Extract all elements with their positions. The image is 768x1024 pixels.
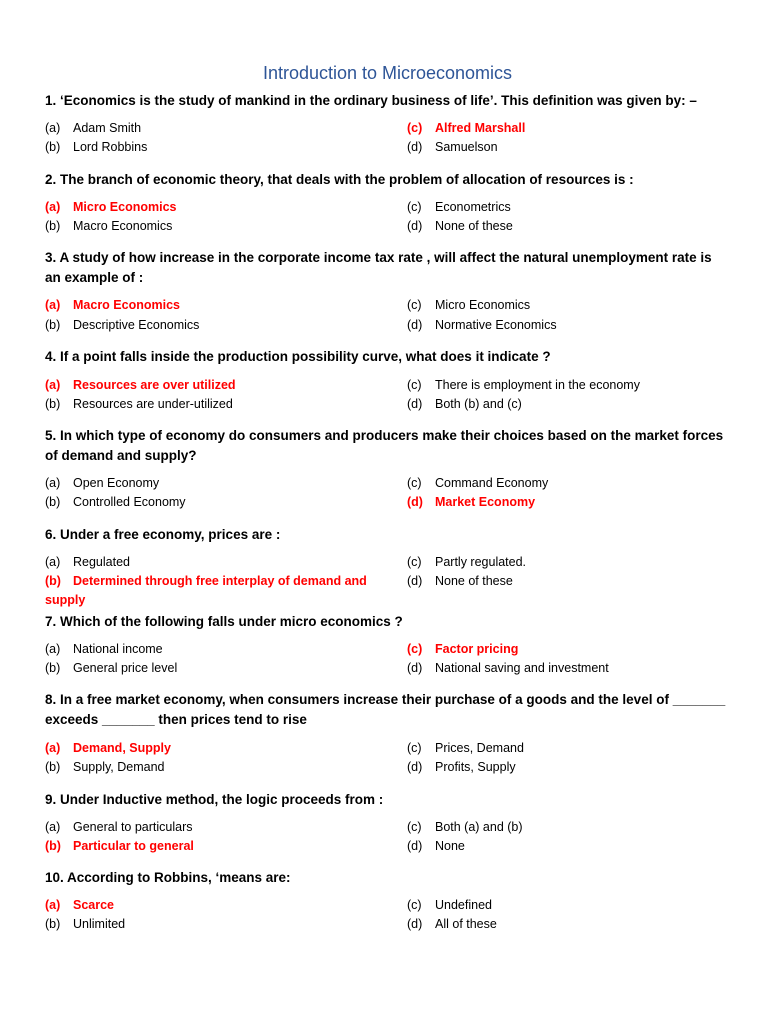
- option-text: Particular to general: [73, 839, 194, 853]
- option-text: Adam Smith: [73, 121, 142, 135]
- question-10: 10. According to Robbins, ‘means are:: [45, 870, 291, 885]
- option-key: (d): [407, 219, 423, 233]
- option-key: (b): [45, 839, 61, 853]
- option-key: (d): [407, 839, 423, 853]
- question-10-option-a: [45, 896, 114, 915]
- page-title: Introduction to Microeconomics: [262, 63, 513, 83]
- option-text: Samuelson: [435, 140, 498, 154]
- question-10-option-d: [407, 915, 497, 934]
- option-key: (b): [45, 397, 61, 411]
- option-text: Prices, Demand: [435, 741, 524, 755]
- option-text: Resources are under-utilized: [73, 397, 233, 411]
- question-5-option-a: [45, 474, 159, 493]
- option-text: National saving and investment: [435, 661, 609, 675]
- option-text: Resources are over utilized: [73, 378, 236, 392]
- option-text: Descriptive Economics: [73, 318, 200, 332]
- option-text: There is employment in the economy: [435, 378, 640, 392]
- option-key: (a): [45, 298, 61, 312]
- question-9: 9. Under Inductive method, the logic proceeds from :: [45, 792, 384, 807]
- question-4-option-b: [45, 395, 233, 414]
- question-3-option-d: [407, 316, 557, 335]
- option-key: (d): [407, 760, 423, 774]
- option-text: National income: [73, 642, 163, 656]
- question-4-option-a: [45, 376, 236, 395]
- option-key: (c): [407, 476, 422, 490]
- question-10-option-b: [45, 915, 125, 934]
- question-1: 1. ‘Economics is the study of mankind in the ordinary business of life’. This definition was given by: –: [45, 93, 697, 108]
- option-text: Open Economy: [73, 476, 160, 490]
- question-1-option-b: [45, 138, 147, 157]
- option-text: Determined through free interplay of demand and supply: [45, 574, 367, 607]
- question-8-option-d: [407, 758, 516, 777]
- question-2-option-c: [407, 198, 511, 217]
- option-key: (d): [407, 917, 423, 931]
- option-key: (d): [407, 574, 423, 588]
- option-text: Profits, Supply: [435, 760, 516, 774]
- question-8-option-b: [45, 758, 165, 777]
- question-7-option-a: [45, 640, 163, 659]
- question-7-option-d: [407, 659, 609, 678]
- option-key: (b): [45, 661, 61, 675]
- question-7-option-b: [45, 659, 177, 678]
- option-key: (d): [407, 318, 423, 332]
- option-key: (b): [45, 574, 61, 588]
- option-text: None: [435, 839, 465, 853]
- option-text: Both (a) and (b): [435, 820, 523, 834]
- question-9-option-a: [45, 818, 193, 837]
- option-key: (c): [407, 898, 422, 912]
- option-text: Macro Economics: [73, 219, 173, 233]
- option-text: None of these: [435, 219, 513, 233]
- question-8: 8. In a free market economy, when consumers increase their purchase of a goods and the level of _______ exceeds _______ then prices tend to rise: [45, 692, 726, 727]
- question-2-option-a: [45, 198, 177, 217]
- option-key: (c): [407, 555, 422, 569]
- option-key: (b): [45, 219, 61, 233]
- option-key: (a): [45, 378, 61, 392]
- question-9-option-d: [407, 837, 465, 856]
- option-text: General price level: [73, 661, 178, 675]
- option-text: Scarce: [73, 898, 115, 912]
- option-text: All of these: [435, 917, 497, 931]
- option-key: (a): [45, 642, 61, 656]
- option-key: (c): [407, 642, 423, 656]
- option-text: Both (b) and (c): [435, 397, 522, 411]
- question-1-option-c: [407, 119, 525, 138]
- option-key: (b): [45, 760, 61, 774]
- question-4-option-c: [407, 376, 640, 395]
- option-text: Macro Economics: [73, 298, 180, 312]
- question-2-option-b: [45, 217, 172, 236]
- question-3-option-b: [45, 316, 199, 335]
- option-text: Unlimited: [73, 917, 126, 931]
- option-key: (d): [407, 495, 423, 509]
- option-key: (a): [45, 898, 61, 912]
- option-text: Normative Economics: [435, 318, 557, 332]
- question-5-option-c: [407, 474, 548, 493]
- option-key: (b): [45, 318, 61, 332]
- option-text: Undefined: [435, 898, 492, 912]
- option-text: Regulated: [73, 555, 130, 569]
- option-text: Controlled Economy: [73, 495, 186, 509]
- option-text: None of these: [435, 574, 513, 588]
- question-6-option-d: [407, 572, 513, 591]
- question-7: 7. Which of the following falls under micro economics ?: [45, 614, 403, 629]
- option-key: (d): [407, 397, 423, 411]
- question-8-option-c: [407, 739, 524, 758]
- question-5-option-d: [407, 493, 535, 512]
- option-text: Market Economy: [435, 495, 536, 509]
- option-text: Lord Robbins: [73, 140, 148, 154]
- option-key: (b): [45, 917, 61, 931]
- option-text: Micro Economics: [73, 200, 177, 214]
- question-6-option-b: [45, 572, 375, 610]
- question-5: 5. In which type of economy do consumers and producers make their choices based on the market forces of demand and supply?: [45, 428, 724, 463]
- question-3-option-c: [407, 296, 530, 315]
- question-6-option-c: [407, 553, 526, 572]
- question-6-option-a: [45, 553, 130, 572]
- option-text: Econometrics: [435, 200, 511, 214]
- option-text: Supply, Demand: [73, 760, 165, 774]
- option-key: (d): [407, 661, 423, 675]
- option-key: (a): [45, 820, 61, 834]
- option-key: (c): [407, 200, 422, 214]
- question-3-option-a: [45, 296, 180, 315]
- question-2-option-d: [407, 217, 513, 236]
- question-4-option-d: [407, 395, 522, 414]
- option-text: Command Economy: [435, 476, 549, 490]
- question-5-option-b: [45, 493, 186, 512]
- option-key: (a): [45, 121, 61, 135]
- option-text: Micro Economics: [435, 298, 531, 312]
- option-key: (a): [45, 476, 61, 490]
- question-9-option-c: [407, 818, 523, 837]
- option-key: (b): [45, 495, 61, 509]
- option-key: (c): [407, 378, 422, 392]
- question-4: 4. If a point falls inside the production possibility curve, what does it indicate ?: [45, 349, 551, 364]
- option-key: (a): [45, 200, 61, 214]
- question-1-option-a: [45, 119, 141, 138]
- option-key: (a): [45, 741, 61, 755]
- option-key: (c): [407, 298, 422, 312]
- option-key: (c): [407, 820, 422, 834]
- option-text: General to particulars: [73, 820, 193, 834]
- question-6: 6. Under a free economy, prices are :: [45, 527, 281, 542]
- question-8-option-a: [45, 739, 171, 758]
- question-1-option-d: [407, 138, 498, 157]
- option-text: Factor pricing: [435, 642, 519, 656]
- option-key: (a): [45, 555, 61, 569]
- question-10-option-c: [407, 896, 492, 915]
- option-key: (b): [45, 140, 61, 154]
- option-key: (c): [407, 121, 423, 135]
- question-7-option-c: [407, 640, 518, 659]
- question-2: 2. The branch of economic theory, that deals with the problem of allocation of resources is :: [45, 172, 634, 187]
- option-key: (c): [407, 741, 422, 755]
- option-text: Partly regulated.: [435, 555, 527, 569]
- question-9-option-b: [45, 837, 194, 856]
- question-3: 3. A study of how increase in the corporate income tax rate , will affect the natural unemployment rate is an example of :: [45, 250, 712, 285]
- option-text: Alfred Marshall: [435, 121, 526, 135]
- option-text: Demand, Supply: [73, 741, 171, 755]
- option-key: (d): [407, 140, 423, 154]
